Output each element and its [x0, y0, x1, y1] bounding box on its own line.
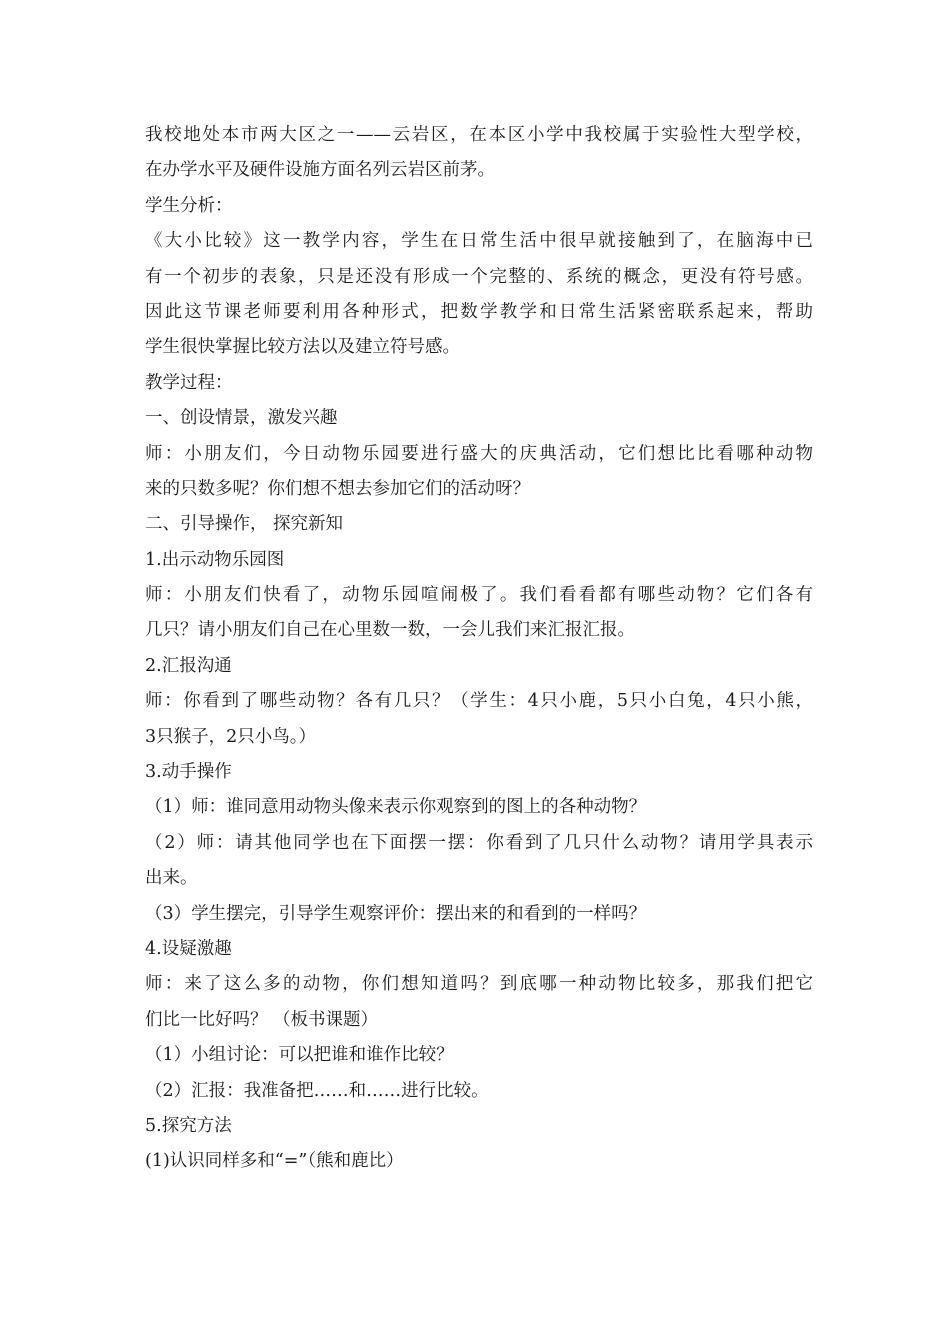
text-line: 3只猴子，2只小鸟。） — [145, 726, 317, 747]
text-line: 师：小朋友们，今日动物乐园要进行盛大的庆典活动，它们想比比看哪种动物 — [145, 443, 813, 464]
text-line: 学生分析： — [145, 195, 233, 216]
text-line: 3.动手操作 — [145, 762, 232, 783]
text-line: 5.探究方法 — [145, 1115, 232, 1136]
text-line: 1.出示动物乐园图 — [145, 549, 285, 570]
text-line: 4.设疑激趣 — [145, 938, 232, 959]
text-line: 二、引导操作， 探究新知 — [145, 514, 344, 535]
text-line: 出来。 — [145, 868, 198, 889]
text-line: （1）小组讨论：可以把谁和谁作比较？ — [145, 1045, 454, 1066]
text-line: 有一个初步的表象，只是还没有形成一个完整的、系统的概念，更没有符号感。 — [145, 266, 813, 287]
text-line: 我校地处本市两大区之一——云岩区，在本区小学中我校属于实验性大型学校， — [145, 125, 813, 145]
text-line: 师：来了这么多的动物，你们想知道吗？到底哪一种动物比较多，那我们把它 — [145, 974, 813, 995]
text-line: （2）师：请其他同学也在下面摆一摆：你看到了几只什么动物？请用学具表示 — [145, 832, 813, 853]
document-body — [145, 118, 813, 1180]
text-line: 2.汇报沟通 — [145, 655, 232, 676]
text-line: 在办学水平及硬件设施方面名列云岩区前茅。 — [145, 160, 495, 181]
text-line: 一、创设情景，激发兴趣 — [145, 408, 338, 429]
text-line: 教学过程： — [145, 372, 233, 393]
text-line: 师：你看到了哪些动物？各有几只？（学生：4只小鹿，5只小白兔，4只小熊， — [145, 691, 813, 712]
text-line: 学生很快掌握比较方法以及建立符号感。 — [145, 337, 460, 358]
text-line: 们比一比好吗？ （板书课题） — [145, 1009, 379, 1030]
text-line: （2）汇报：我准备把……和……进行比较。 — [145, 1080, 489, 1101]
text-line: 几只？请小朋友们自己在心里数一数，一会儿我们来汇报汇报。 — [145, 620, 635, 641]
text-line: (1)认识同样多和“=”（熊和鹿比） — [145, 1151, 404, 1172]
text-line: （1）师：谁同意用动物头像来表示你观察到的图上的各种动物？ — [145, 797, 647, 818]
text-line: 来的只数多呢？你们想不想去参加它们的活动呀？ — [145, 478, 530, 499]
text-line: 《大小比较》这一教学内容，学生在日常生活中很早就接触到了，在脑海中已 — [145, 231, 813, 252]
text-line: 因此这节课老师要利用各种形式，把数学教学和日常生活紧密联系起来，帮助 — [145, 301, 813, 322]
text-line: 师：小朋友们快看了，动物乐园喧闹极了。我们看看都有哪些动物？它们各有 — [145, 585, 813, 606]
text-line: （3）学生摆完，引导学生观察评价：摆出来的和看到的一样吗？ — [145, 903, 647, 924]
